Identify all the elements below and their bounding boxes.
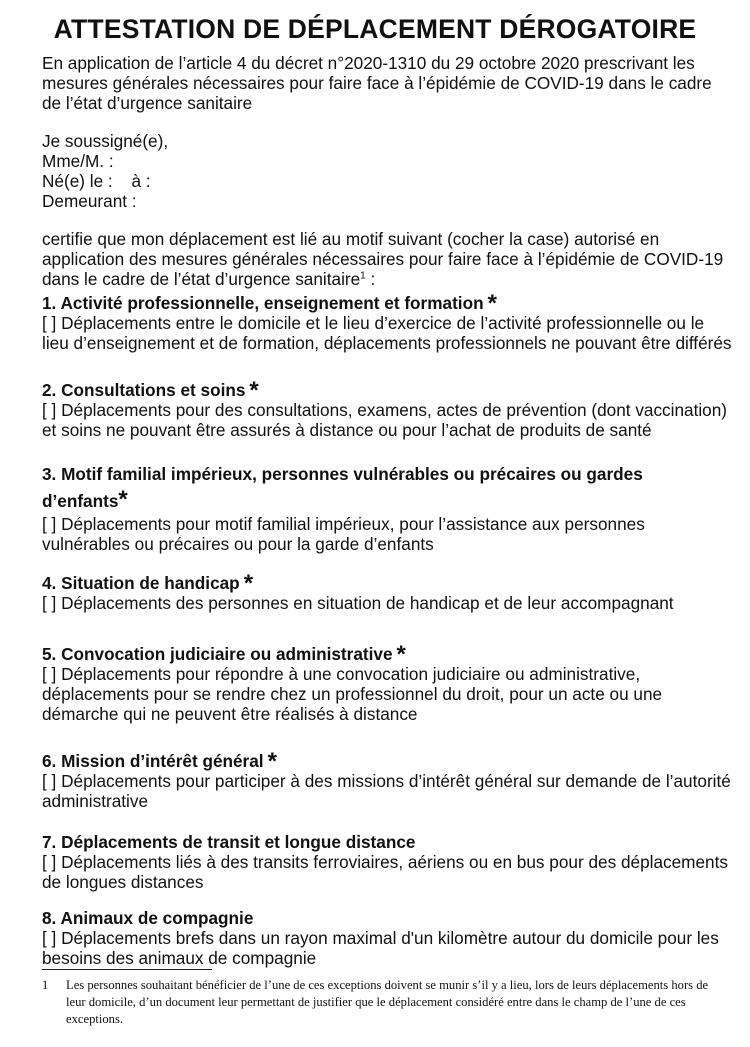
section-option: [42, 771, 732, 811]
option-text: Déplacements des personnes en situation de handicap et de leur accompagnant: [61, 593, 674, 613]
section-option: [42, 313, 732, 353]
document-title: ATTESTATION DE DÉPLACEMENT DÉROGATOIRE: [53, 14, 697, 44]
section-1: [42, 292, 732, 353]
birth-date-label: Né(e) le :: [42, 171, 113, 191]
asterisk: *: [396, 641, 406, 668]
undersigned-line: Je soussigné(e),: [42, 131, 169, 151]
intro-paragraph: En application de l’article 4 du décret n°2020-1310 du 29 octobre 2020 prescrivant les mesures générales nécessaires pour faire face à l’épidémie de COVID-19 dans le cadre de l’état d’urgence sanitaire: [42, 53, 712, 113]
section-2: [42, 379, 732, 440]
section-option: [42, 852, 732, 892]
section-option: [42, 514, 732, 554]
birth-place-label: à :: [131, 171, 151, 191]
certify-colon: :: [365, 269, 376, 289]
section-heading-text: 3. Motif familial impérieux, personnes vulnérables ou précaires ou gardes d’enfants: [42, 464, 643, 511]
section-heading: 7. Déplacements de transit et longue distance: [42, 832, 416, 852]
section-heading: [42, 290, 732, 317]
section-option: [42, 664, 732, 724]
footnote-number: 1: [42, 978, 49, 992]
footnote: [42, 977, 722, 1028]
section-5: [42, 643, 732, 724]
option-text: Déplacements pour répondre à une convocation judiciaire ou administrative, déplacements pour se rendre chez un professionnel du droit, pour un acte ou une démarche qui ne peuvent être réalisés à distance: [42, 664, 663, 724]
section-option: [42, 593, 732, 613]
section-heading-text: 5. Convocation judiciaire ou administrative: [42, 644, 393, 664]
birth-line: [42, 171, 732, 191]
certify-paragraph: [42, 229, 732, 289]
checkbox[interactable]: [ ]: [42, 514, 57, 534]
section-8: [42, 908, 732, 968]
option-text: Déplacements pour des consultations, examens, actes de prévention (dont vaccination) et soins ne pouvant être assurés à distance ou pour l’achat de produits de santé: [42, 400, 728, 440]
section-heading-text: 1. Activité professionnelle, enseignement et formation: [42, 293, 484, 313]
footnote-ref: 1: [360, 270, 366, 282]
identity-block: [42, 131, 732, 211]
checkbox[interactable]: [ ]: [42, 664, 57, 684]
checkbox[interactable]: [ ]: [42, 593, 57, 613]
asterisk: *: [243, 570, 254, 597]
option-text: Déplacements liés à des transits ferroviaires, aériens ou en bus pour des déplacements de longues distances: [42, 852, 728, 892]
section-heading-text: 2. Consultations et soins: [42, 380, 246, 400]
section-6: [42, 750, 732, 811]
section-heading: 8. Animaux de compagnie: [42, 908, 254, 928]
section-option: [42, 928, 732, 968]
section-heading-text: 6. Mission d’intérêt général: [42, 751, 264, 771]
section-heading: [42, 462, 692, 514]
certify-text: certifie que mon déplacement est lié au motif suivant (cocher la case) autorisé en application des mesures générales nécessaires pour faire face à l’épidémie de COVID-19 dans le cadre de l’état d’urgence sanitaire: [42, 229, 724, 289]
footnote-text: Les personnes souhaitant bénéficier de l’une de ces exceptions doivent se munir s’il y a lieu, lors de leurs déplacements hors de leur domicile, d’un document leur permettant de justifier que le déplacement considéré entre dans le champ de l’une de ces exceptions.: [66, 978, 709, 1026]
option-text: Déplacements entre le domicile et le lieu d’exercice de l’activité professionnelle ou le lieu d’enseignement et de formation, déplacements professionnels ne pouvant être différés: [42, 313, 732, 353]
asterisk: *: [487, 290, 497, 317]
section-3: [42, 462, 692, 554]
section-heading: [42, 570, 732, 597]
checkbox[interactable]: [ ]: [42, 852, 57, 872]
section-heading: [42, 641, 732, 668]
asterisk: *: [267, 748, 277, 775]
asterisk: *: [118, 486, 128, 513]
section-7: [42, 832, 732, 892]
address-line: Demeurant :: [42, 191, 137, 211]
name-line: Mme/M. :: [42, 151, 114, 171]
section-4: [42, 572, 732, 613]
checkbox[interactable]: [ ]: [42, 928, 57, 948]
section-heading-text: 4. Situation de handicap: [42, 573, 240, 593]
section-heading: [42, 377, 732, 404]
asterisk: *: [249, 377, 259, 404]
option-text: Déplacements brefs dans un rayon maximal d'un kilomètre autour du domicile pour les besoins des animaux de compagnie: [42, 928, 719, 968]
section-heading: [42, 748, 732, 775]
checkbox[interactable]: [ ]: [42, 313, 57, 333]
option-text: Déplacements pour motif familial impérieux, pour l’assistance aux personnes vulnérables ou précaires ou pour la garde d’enfants: [42, 514, 645, 554]
footnote-divider: [42, 969, 212, 970]
section-option: [42, 400, 732, 440]
checkbox[interactable]: [ ]: [42, 771, 57, 791]
checkbox[interactable]: [ ]: [42, 400, 57, 420]
option-text: Déplacements pour participer à des missions d’intérêt général sur demande de l’autorité administrative: [42, 771, 731, 811]
